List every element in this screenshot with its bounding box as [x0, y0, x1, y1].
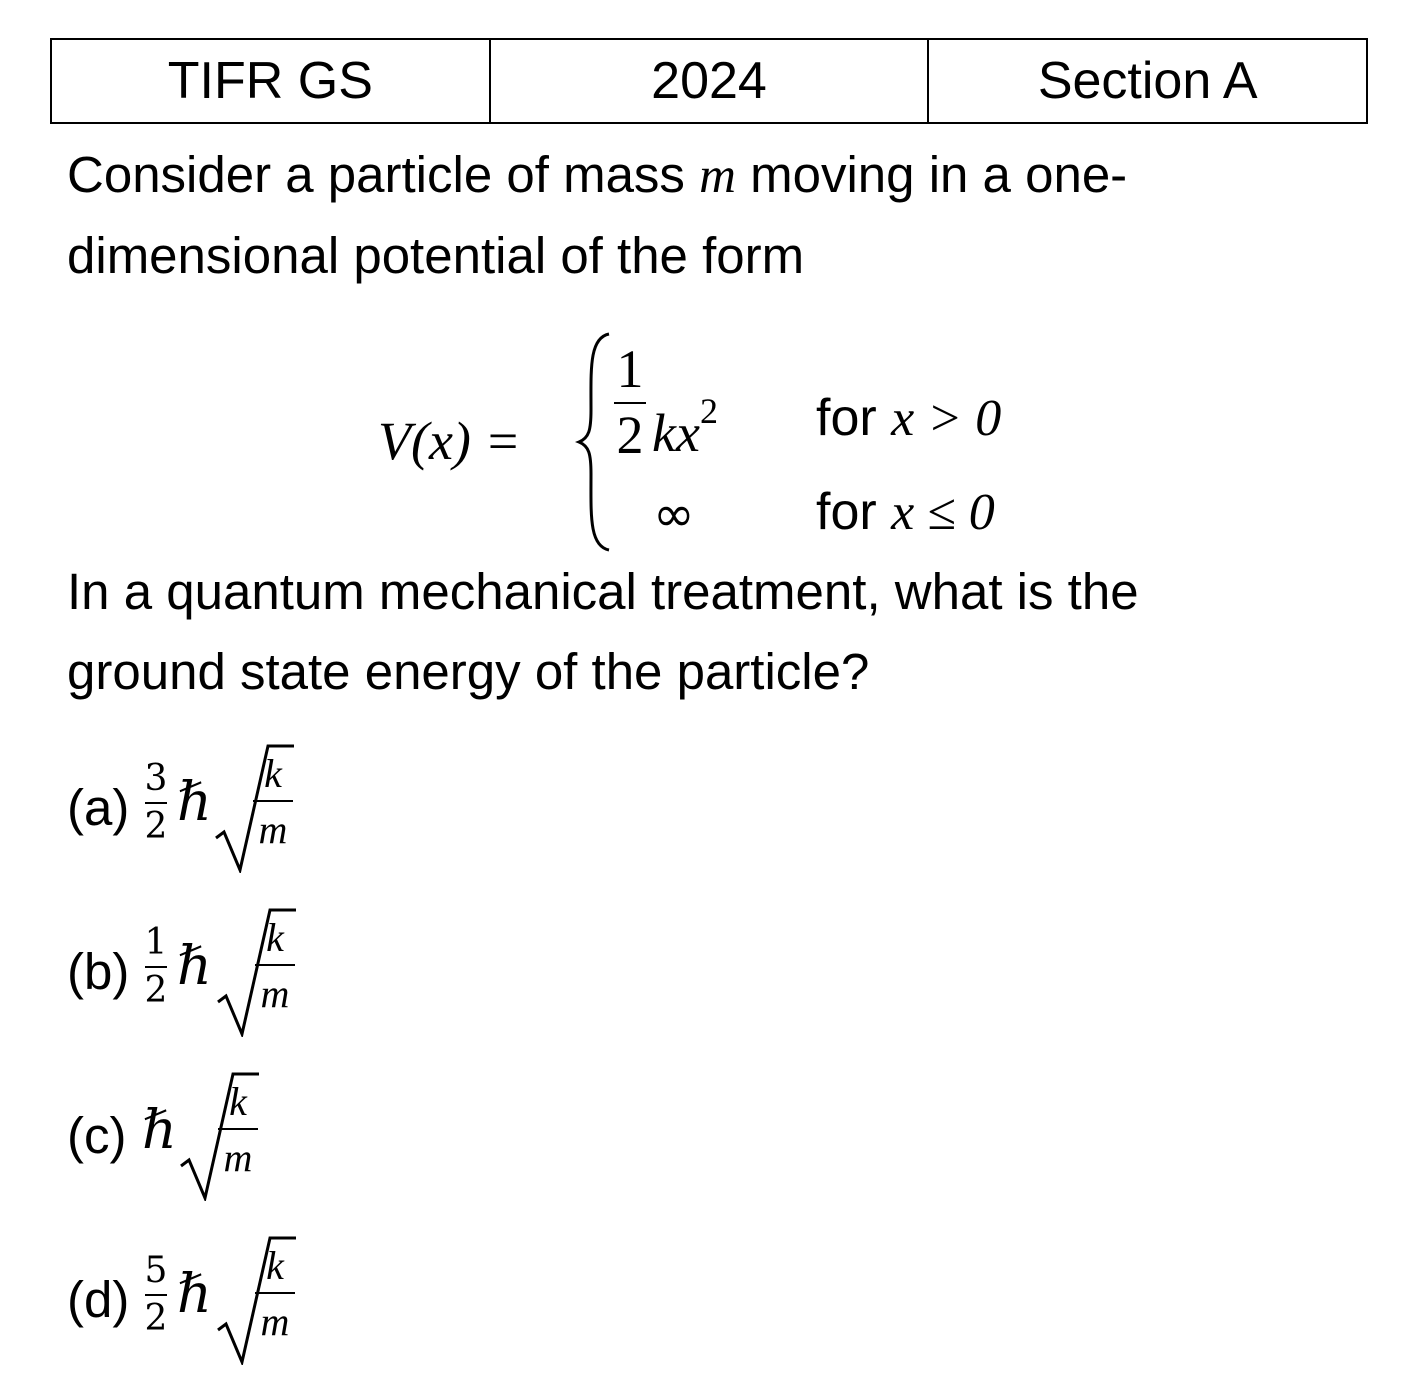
header-section: Section A	[1037, 52, 1258, 110]
option-d[interactable]	[67, 1230, 467, 1370]
equation-lhs-text: V(x) =	[378, 411, 521, 471]
option-c-root-bar	[218, 1128, 258, 1130]
mass-variable: m	[699, 148, 736, 204]
option-a-coef-num: 3	[144, 758, 168, 799]
option-c[interactable]	[67, 1066, 467, 1206]
option-c-label: (c)	[67, 1107, 127, 1164]
option-a-coefficient	[141, 758, 171, 848]
option-b-root-num: k	[266, 915, 284, 960]
option-d-coef-bar	[145, 1294, 167, 1296]
option-d-hbar: ℏ	[177, 1264, 212, 1324]
case1-cond-math: x > 0	[891, 390, 1002, 447]
intro-text-1: Consider a particle of mass	[67, 146, 700, 203]
intro-text-2: moving in a one-	[735, 146, 1128, 203]
option-b-coef-den: 2	[144, 970, 168, 1011]
option-a-root-bar	[253, 800, 293, 802]
option-d-label: (d)	[67, 1271, 130, 1328]
equation-lhs	[378, 410, 521, 472]
potential-equation	[378, 330, 1078, 555]
left-brace-icon	[575, 330, 615, 555]
question-intro	[67, 135, 1367, 296]
option-d-root-fraction	[252, 1242, 298, 1346]
option-b-coefficient	[141, 922, 171, 1012]
option-a-root-num: k	[264, 751, 282, 796]
case1-fraction	[612, 340, 648, 464]
case1-kx-text: kx	[652, 403, 700, 463]
prompt-line-2: ground state energy of the particle?	[67, 643, 870, 700]
case1-kx	[652, 390, 718, 464]
case1-exponent: 2	[699, 391, 718, 431]
option-d-root-den: m	[260, 1299, 290, 1344]
case1-denominator: 2	[616, 405, 644, 465]
question-prompt	[67, 552, 1367, 712]
case1-condition	[816, 388, 1001, 448]
option-b-label: (b)	[67, 943, 130, 1000]
option-d-coefficient	[141, 1250, 171, 1340]
header-section-cell	[929, 40, 1366, 122]
option-c-root-fraction	[215, 1078, 261, 1182]
option-c-root-den: m	[223, 1135, 253, 1180]
option-d-root-num: k	[266, 1243, 284, 1288]
header-exam: TIFR GS	[167, 52, 373, 110]
option-a-root-fraction	[250, 750, 296, 854]
case2-cond-math: x ≤ 0	[891, 484, 995, 541]
header-table	[50, 38, 1368, 124]
option-d-coef-den: 2	[144, 1298, 168, 1339]
intro-text-3: dimensional potential of the form	[67, 227, 805, 284]
option-b-root-bar	[255, 964, 295, 966]
option-c-hbar: ℏ	[142, 1100, 177, 1160]
option-a-coef-den: 2	[144, 806, 168, 847]
option-b-root-den: m	[260, 971, 290, 1016]
option-b[interactable]	[67, 902, 467, 1042]
option-a[interactable]	[67, 738, 467, 878]
prompt-line-1: In a quantum mechanical treatment, what is the	[67, 563, 1139, 620]
option-b-coef-bar	[145, 966, 167, 968]
case1-cond-word: for	[816, 389, 892, 447]
case2-condition	[816, 482, 995, 542]
option-a-label: (a)	[67, 779, 130, 836]
header-exam-cell	[52, 40, 491, 122]
case2-cond-word: for	[816, 483, 892, 541]
option-d-coef-num: 5	[144, 1250, 168, 1291]
option-a-root-den: m	[258, 807, 288, 852]
case1-fraction-bar	[614, 402, 646, 404]
option-c-root-num: k	[229, 1079, 247, 1124]
header-year-cell	[491, 40, 930, 122]
option-b-root-fraction	[252, 914, 298, 1018]
case2-value: ∞	[653, 485, 695, 543]
option-d-root-bar	[255, 1292, 295, 1294]
option-b-coef-num: 1	[144, 922, 168, 963]
option-a-coef-bar	[145, 802, 167, 804]
option-a-hbar: ℏ	[177, 772, 212, 832]
header-year: 2024	[651, 52, 767, 110]
option-b-hbar: ℏ	[177, 936, 212, 996]
case1-numerator: 1	[616, 339, 644, 399]
